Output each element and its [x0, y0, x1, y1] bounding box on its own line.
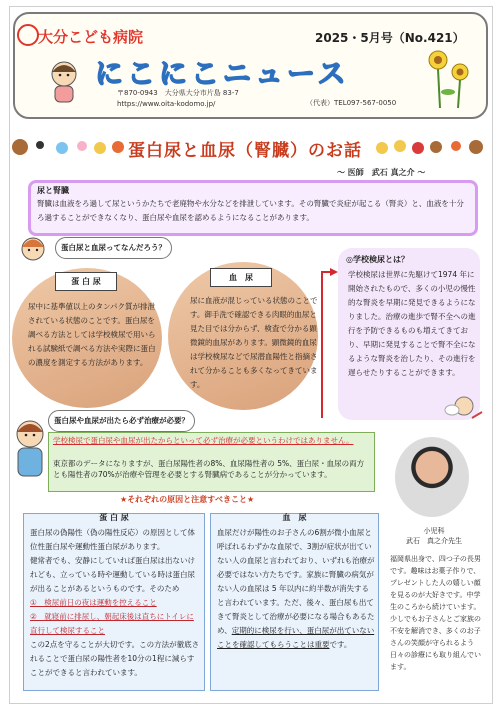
doctor-photo: [395, 437, 469, 517]
blood-body: 尿に血液が混じっている状態のことです。御手洗で確認できる肉眼的血尿と見た目では分からず、検査で分かる顕微鏡的血尿があります。顕微鏡的血尿は学校検尿などで尿潜血陽性と指摘されて分かることも多くなってきています。: [190, 296, 318, 389]
statistics-text: 東京都のデータになりますが、蛋白尿陽性者の8%、血尿陽性者の 5%、蛋白尿・血尿の両方とも陽性者の70%が治療や管理を必要とする腎臓病であることが分かっています。: [53, 459, 365, 479]
section-heading: 尿と腎臓: [37, 186, 69, 195]
blood-label: 血 尿: [210, 268, 272, 287]
protein-body: 尿中に基準値以上のタンパク質が排泄されている状態のことです。蛋白尿を調べる方法としては学校検尿で用いられる試験紙で調べる方法や実際に蛋白の濃度を測定する方法があります。: [28, 302, 156, 367]
article-title: 蛋白尿と血尿（腎臓）のお話: [128, 141, 362, 161]
flowers-illustration-icon: [420, 40, 478, 110]
causes-heading: ★それぞれの原因と注意すべきこと★: [120, 495, 255, 504]
protein-label: 蛋 白 尿: [55, 272, 117, 291]
column-heading: 蛋 白 尿: [99, 513, 129, 522]
newsletter-title: にこにこニュース: [95, 57, 350, 90]
column-heading: 血 尿: [282, 513, 307, 522]
column-body: 血尿だけが陽性のお子さんの6割が微小血尿と呼ばれるわずかな血尿で、3割が症状が出ていない人の血尿と言われており、いずれも治療が必要ではない方たちです。家族に腎臓の病気がない人の血尿は 5 年以内に約半数が消失すると言われています。ただ、後々、蛋白尿も出てきて腎炎として治療が必要になる場合もあるため、定期的に検尿を行い、蛋白尿が出ていないことを確認してもらうことは重要です。: [217, 528, 375, 649]
blood-causes-column: [210, 513, 379, 691]
cupid-illustration-icon: [442, 390, 486, 430]
girl-thinking-icon: [14, 232, 52, 272]
arrow-icon: [318, 268, 338, 428]
section-heading: ◎学校検尿とは？: [346, 255, 409, 264]
protein-causes-column: [23, 513, 205, 691]
hospital-name: 大分こども病院: [38, 28, 144, 46]
urine-kidney-box: [28, 180, 478, 236]
section-body: 腎臓は血液をろ過して尿というかたちで老廃物や水分などを排泄しています。その腎臓で炎症が起こる（腎炎）と、血液を十分ろ過することができなくなり、蛋白尿や血尿を認めるようになることがあります。: [37, 199, 464, 222]
question-bubble-2: 蛋白尿や血尿が出たら必ず治療が必要？: [48, 410, 195, 432]
article-author: ～ 医師 武石 真之介 ～: [337, 168, 426, 177]
hospital-logo-icon: [17, 24, 39, 46]
website-url[interactable]: https://www.oita-kodomo.jp/: [117, 100, 216, 108]
girl-illustration-icon: [42, 56, 86, 104]
boy-illustration-icon: [8, 414, 52, 480]
address: 〒870-0943 大分県大分市片島 83-7 https://www.oita-kodomo.jp/: [117, 89, 239, 108]
statistics-box: [48, 432, 375, 492]
column-body: 蛋白尿の偽陽性（偽の陽性反応）の原因として体位性蛋白尿や運動性蛋白尿があります。 健常者でも、安静にしていれば蛋白尿は出ないけれども、立っている時や運動している時は蛋白尿が出ることがあるというものです。そのため ① 検尿前日の夜は運動を控えること ② 就寝前に排尿し、朝起床後は直ちにトイレに直行して検尿すること この2点を守ることが大切です。この方法が徹底されることで蛋白尿の陽性者を10分の1程に減らすことができると言われています。: [30, 528, 200, 677]
doctor-name: 小児科 武石 真之介先生: [406, 527, 462, 545]
section-body: 学校検尿は世界に先駆けて1974 年に開始されたもので、多くの小児の慢性的な腎炎を早期に発見できるようになりました。治療の進歩で腎不全への進行を予防できるものも増えてきており、早期に発見することで腎不全になるような腎炎を治したり、その進行を遅らせたりすることができます。: [348, 270, 476, 377]
doctor-bio: 福岡県出身で、四つ子の長男です。趣味はお菓子作りで、プレゼントした人の嬉しい顔を見るのが大好きです。中学生のころから続けています。少しでもお子さんとご家族の不安を解消でき、多くのお子さんの笑顔が守られるよう日々の診療にも取り組んでいます。: [390, 555, 481, 671]
warning-text: 学校検尿で蛋白尿や血尿が出たからといって必ず治療が必要というわけではありません。: [53, 436, 354, 445]
question-bubble: 蛋白尿と血尿ってなんだろう？: [55, 237, 172, 259]
issue-number: 2025・5月号（No.421）: [315, 31, 465, 45]
phone-number: （代表）TEL097-567-0050: [306, 99, 397, 107]
